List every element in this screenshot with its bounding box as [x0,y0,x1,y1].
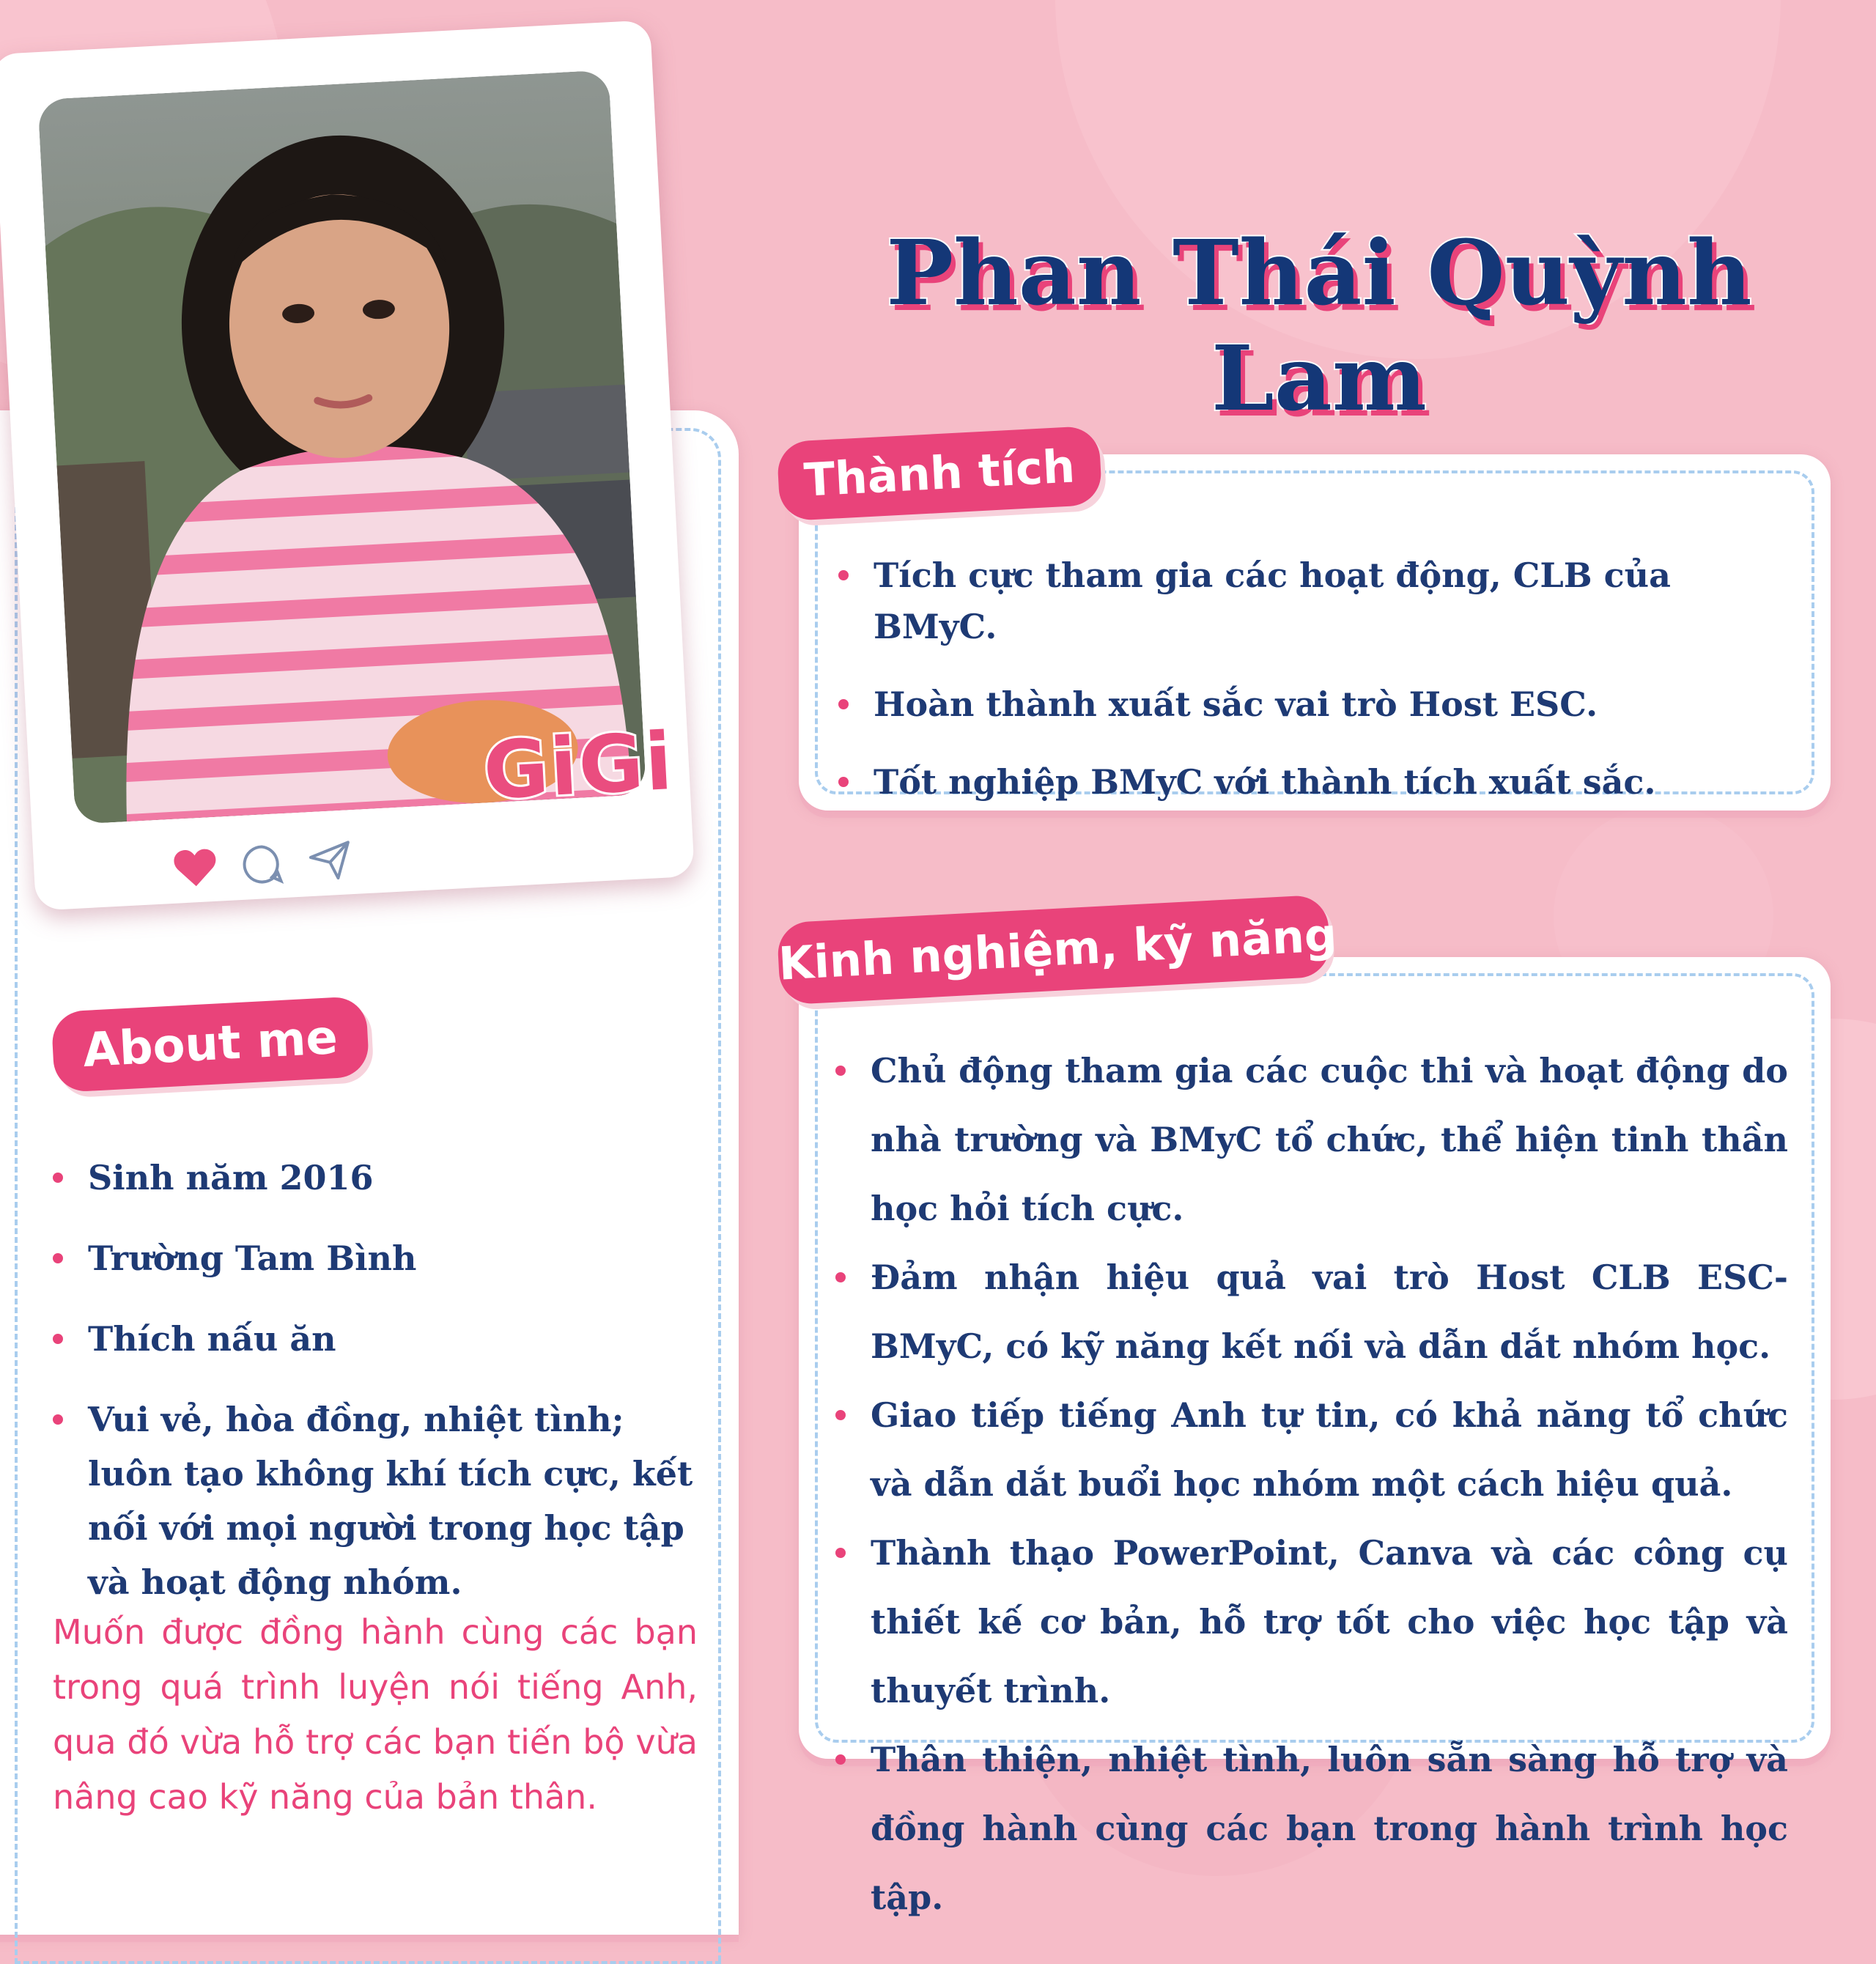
heart-icon[interactable] [172,847,218,889]
list-item: Chủ động tham gia các cuộc thi và hoạt động do nhà trường và BMyC tổ chức, thể hiện tinh thần học hỏi tích cực. [835,1036,1788,1243]
social-icons [172,834,353,895]
list-item: Vui vẻ, hòa đồng, nhiệt tình; luôn tạo không khí tích cực, kết nối với mọi người trong học tập và hoạt động nhóm. [53,1392,712,1609]
about-list [53,1151,712,1636]
achievements-title: Thành tích [776,426,1102,522]
list-item: Đảm nhận hiệu quả vai trò Host CLB ESC- BMyC, có kỹ năng kết nối và dẫn dắt nhóm học. [835,1243,1788,1381]
about-title: About me [51,996,369,1093]
list-item: Thích nấu ăn [53,1312,712,1366]
list-item: Trường Tam Bình [53,1231,712,1285]
list-item: Hoàn thành xuất sắc vai trò Host ESC. [838,679,1791,730]
wish-text: Muốn được đồng hành cùng các bạn trong quá trình luyện nói tiếng Anh, qua đó vừa hỗ trợ các bạn tiến bộ vừa nâng cao kỹ năng của bản thân. [53,1612,698,1817]
profile-photo-card [0,20,695,910]
achievements-list [838,550,1791,834]
send-icon[interactable] [307,839,353,882]
profile-photo [37,70,646,824]
portrait-illustration [37,70,646,824]
experience-title: Kinh nghiệm, kỹ năng [777,894,1332,1005]
comment-icon[interactable] [241,843,284,886]
list-item: Thành thạo PowerPoint, Canva và các công cụ thiết kế cơ bản, hỗ trợ tốt cho việc học tập và thuyết trình. [835,1518,1788,1725]
list-item: Thân thiện, nhiệt tình, luôn sẵn sàng hỗ trợ và đồng hành cùng các bạn trong hành trình học tập. [835,1725,1788,1932]
list-item: Sinh năm 2016 [53,1151,712,1205]
nickname-label: GiGi [481,716,676,818]
page-title: Phan Thái Quỳnh Lam [886,220,1752,431]
list-item: Giao tiếp tiếng Anh tự tin, có khả năng tổ chức và dẫn dắt buổi học nhóm một cách hiệu quả. [835,1381,1788,1518]
list-item: Tốt nghiệp BMyC với thành tích xuất sắc. [838,756,1791,808]
experience-list [835,1036,1788,1932]
list-item: Tích cực tham gia các hoạt động, CLB của BMyC. [838,550,1791,652]
